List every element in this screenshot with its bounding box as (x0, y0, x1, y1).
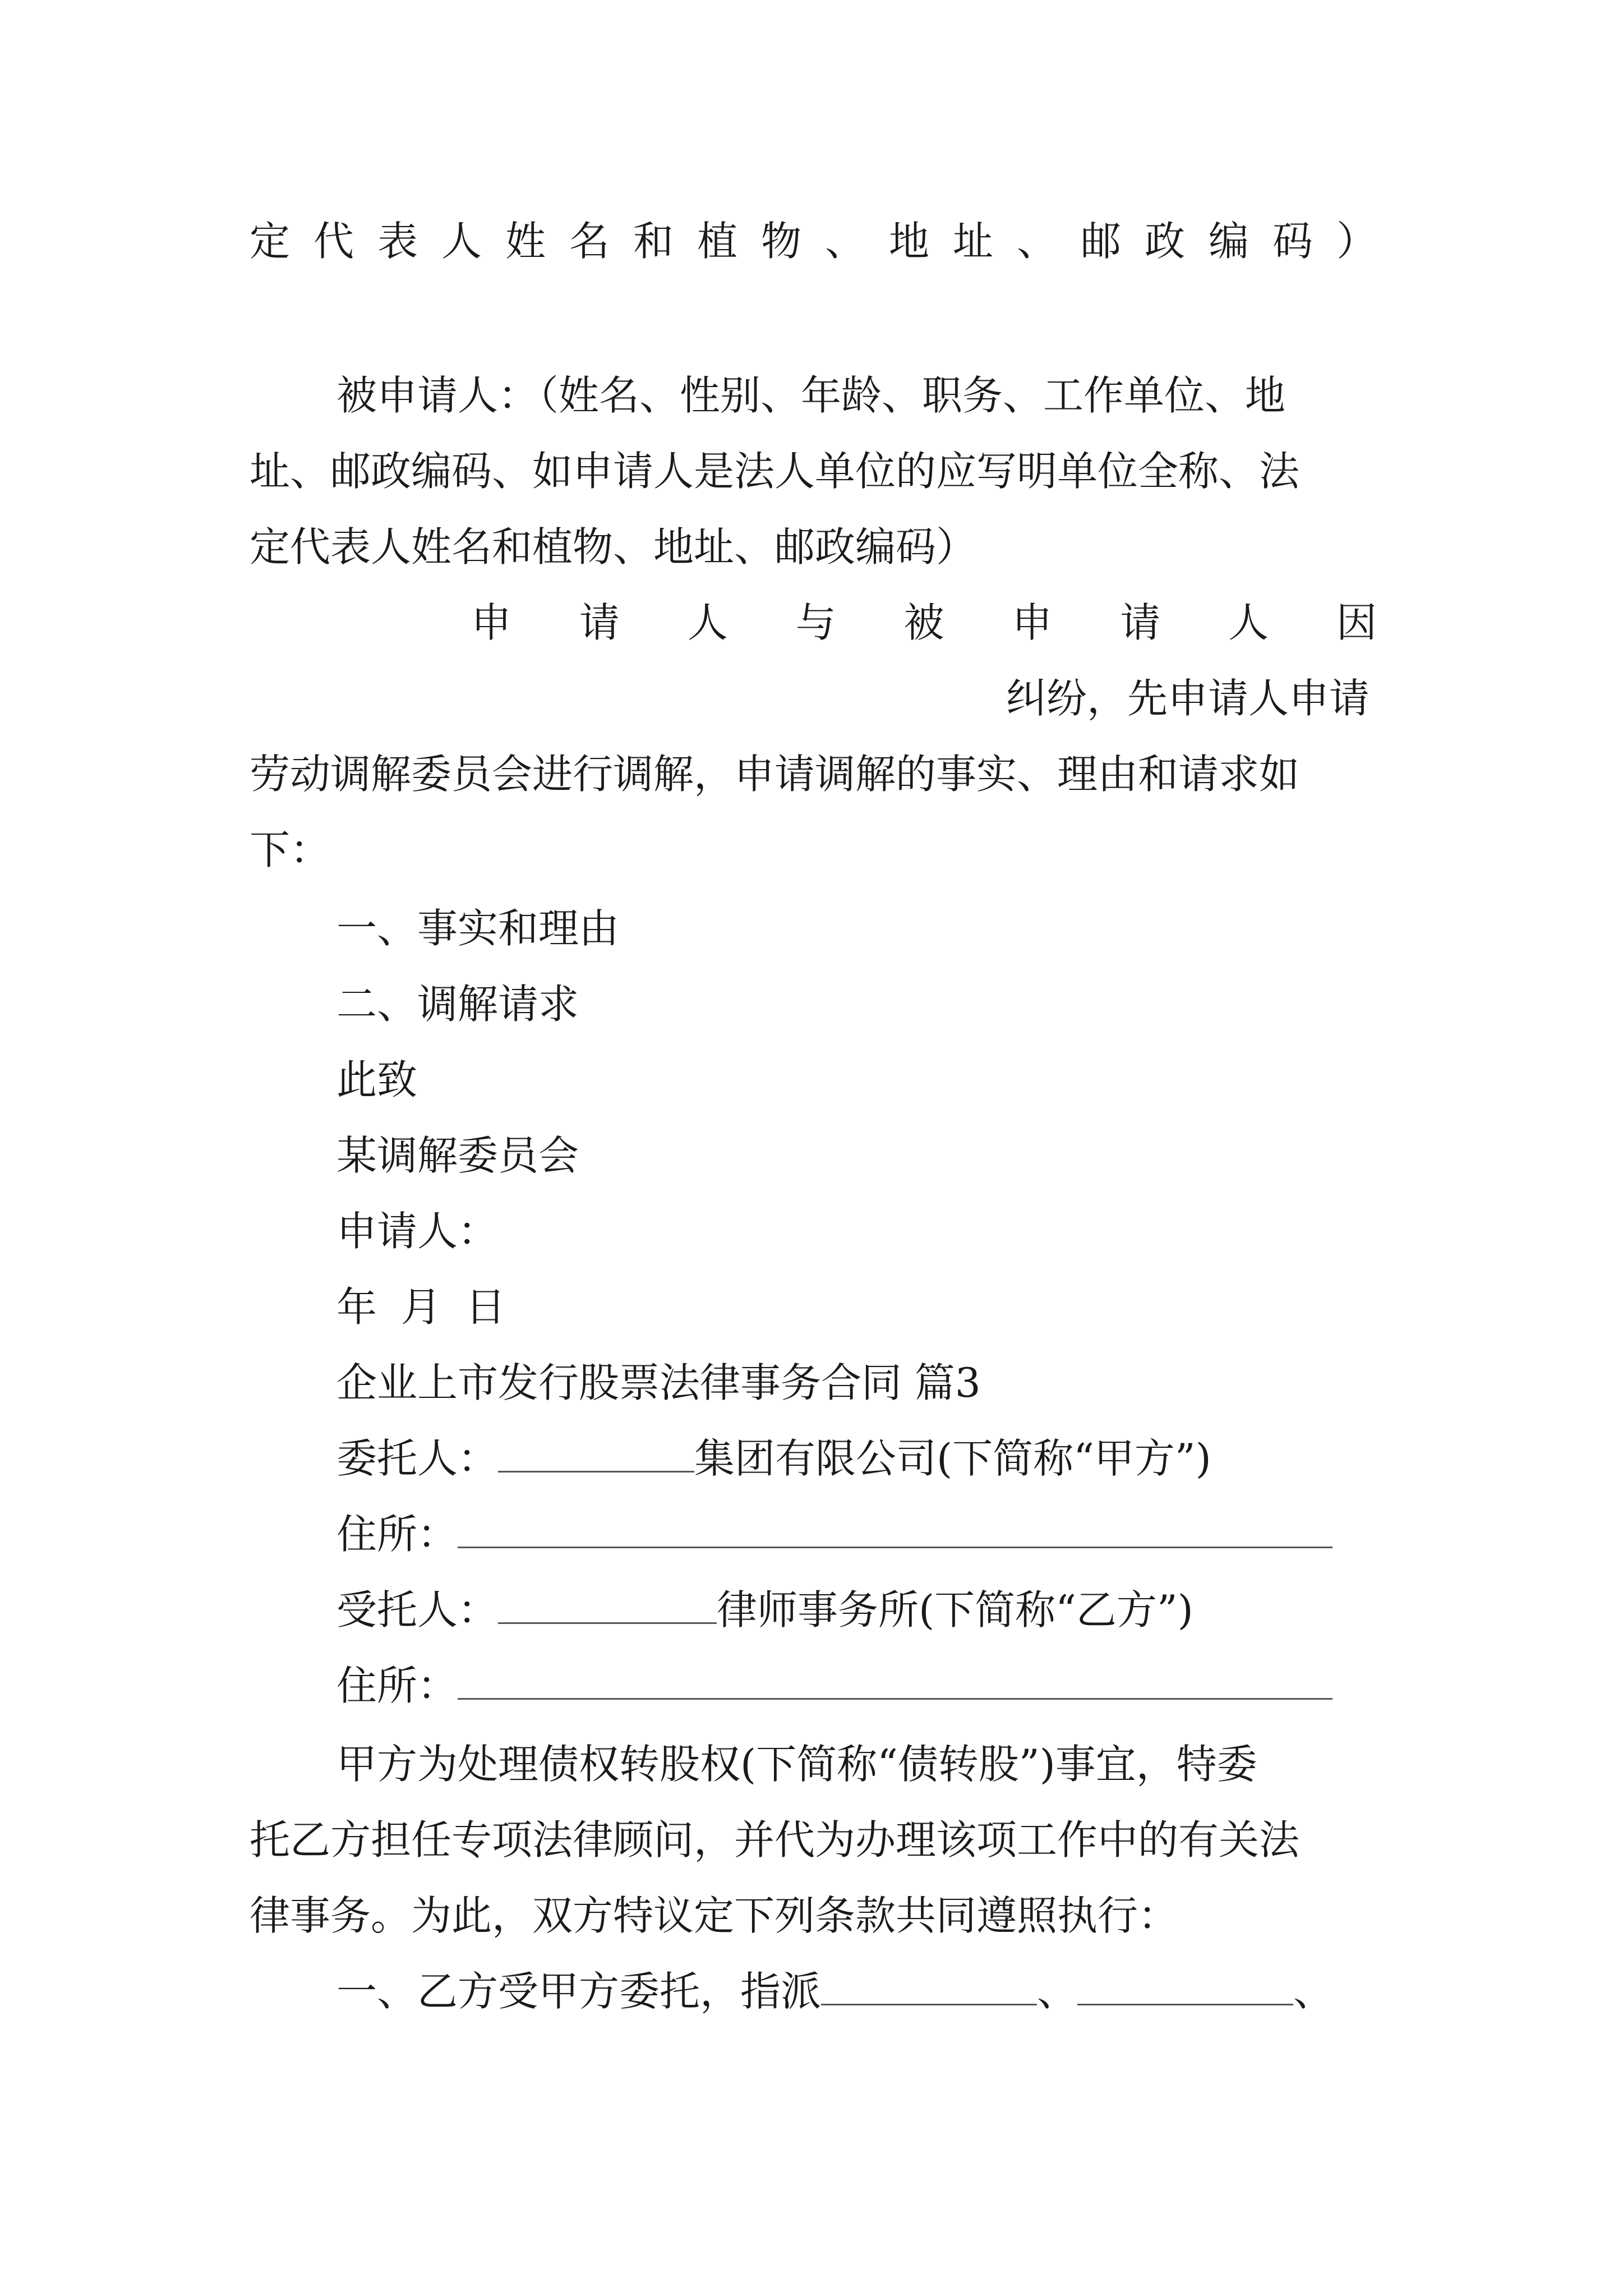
paragraph-line: 劳动调解委员会进行调解，申请调解的事实、理由和请求如 (250, 751, 1300, 798)
trustee-blank (498, 1588, 717, 1624)
client-line (336, 1430, 1211, 1487)
date-line: 年 月 日 (336, 1283, 506, 1331)
address-line (336, 1506, 1332, 1562)
section-title: 企业上市发行股票法律事务合同 篇3 (336, 1359, 981, 1406)
paragraph-line: 定代表人姓名和植物、地址、邮政编码） (250, 523, 977, 570)
paragraph-line: 定代表人姓名和植物、地址、邮政编码） (250, 218, 1377, 265)
paragraph-line: 律事务。为此，双方特议定下列条款共同遵照执行： (250, 1892, 1179, 1939)
clause-blank (1077, 1969, 1293, 2005)
clause-line (336, 1963, 1334, 2019)
heading-line: 一、事实和理由 (336, 905, 620, 952)
paragraph-line: 此致 (336, 1056, 418, 1103)
paragraph-line: 托乙方担任专项法律顾问，并代为办理该项工作中的有关法 (250, 1816, 1300, 1864)
address-label: 住所： (336, 1511, 458, 1558)
paragraph-line: 申请人与被申请人因 (471, 599, 1377, 646)
paragraph-line: 甲方为处理债权转股权(下简称“债转股”)事宜，特委 (336, 1741, 1257, 1788)
paragraph-line: 申请人： (336, 1208, 499, 1255)
paragraph-line: 被申请人：（姓名、性别、年龄、职务、工作单位、地 (336, 372, 1286, 419)
address-line (336, 1658, 1332, 1714)
trustee-name: 律师事务所(下简称“乙方”) (717, 1586, 1193, 1634)
paragraph-line: 址、邮政编码、如申请人是法人单位的应写明单位全称、法 (250, 448, 1300, 495)
paragraph-line: 下： (250, 826, 331, 873)
address-label: 住所： (336, 1662, 458, 1709)
address-blank (458, 1512, 1332, 1548)
client-blank (498, 1436, 694, 1473)
clause-blank (821, 1969, 1037, 2005)
trustee-line (336, 1582, 1193, 1638)
client-label: 委托人： (336, 1435, 499, 1482)
paragraph-line: 纠纷，先申请人申请 (1006, 675, 1370, 722)
client-name: 集团有限公司(下简称“甲方”) (694, 1435, 1211, 1482)
trustee-label: 受托人： (336, 1586, 499, 1634)
clause-separator: 、 (1293, 1968, 1334, 2015)
paragraph-line: 某调解委员会 (336, 1132, 579, 1179)
clause-text: 一、乙方受甲方委托，指派 (336, 1968, 822, 2015)
clause-separator: 、 (1037, 1968, 1078, 2015)
address-blank (458, 1663, 1332, 1700)
heading-line: 二、调解请求 (336, 981, 579, 1028)
